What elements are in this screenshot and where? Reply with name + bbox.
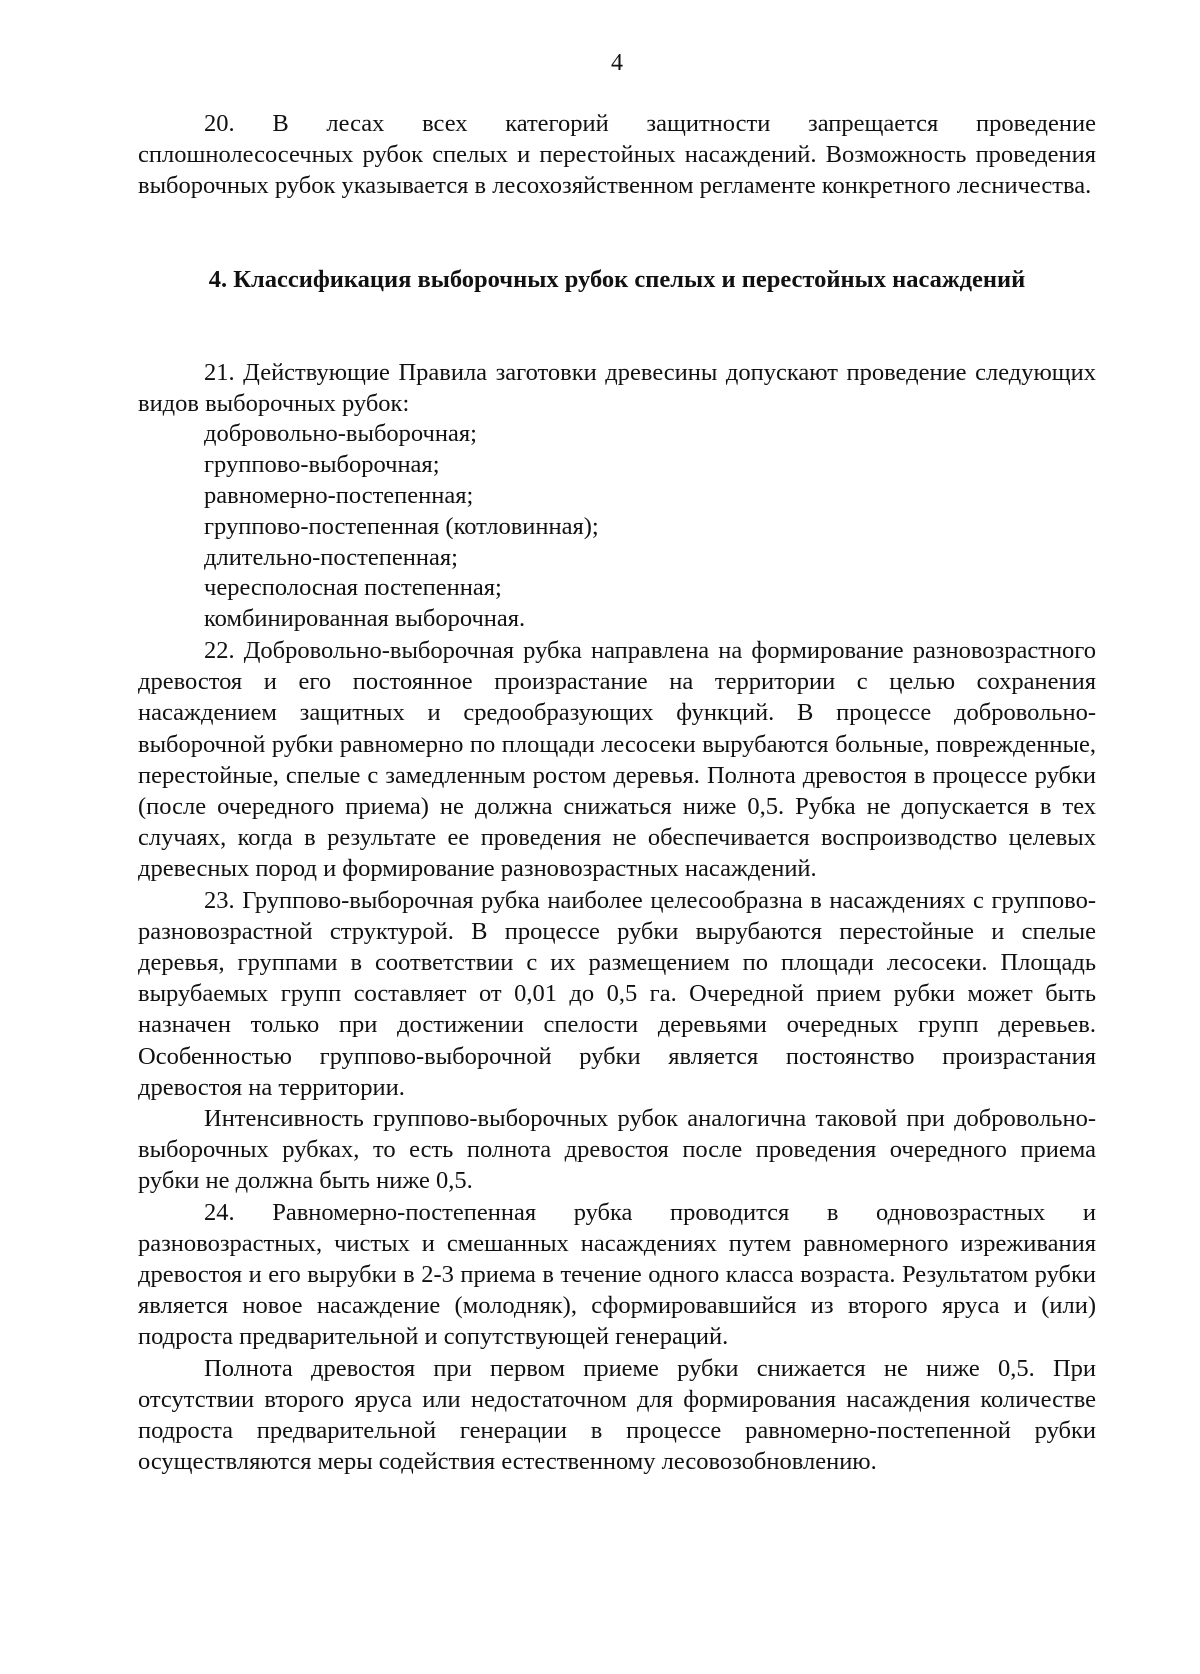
section-heading-block xyxy=(138,264,1096,295)
list-item: комбинированная выборочная. xyxy=(204,605,526,633)
page-number: 4 xyxy=(611,50,623,76)
paragraph-21: 21. Действующие Правила заготовки древесины допускают проведение следующих видов выборочных рубок: xyxy=(138,359,1096,418)
paragraph-24-continued: Полнота древостоя при первом приеме рубки снижается не ниже 0,5. При отсутствии второго яруса или недостаточном для формирования насаждения количестве подроста предварительной генерации в процессе равномерно-постепенной рубки осуществляются меры содействия естественному лесовозобновлению. xyxy=(138,1354,1096,1476)
body-block xyxy=(138,357,1096,1477)
cutting-types-list xyxy=(138,419,1096,635)
list-item: чересполосная постепенная; xyxy=(204,574,502,602)
intro-block xyxy=(138,108,1096,202)
list-item: длительно-постепенная; xyxy=(204,543,458,571)
paragraph-22: 22. Добровольно-выборочная рубка направлена на формирование разновозрастного древостоя и его постоянное произрастание на территории с целью сохранения насаждением защитных и средообразующих функций. В процессе добровольно-выборочной рубки равномерно по площади лесосеки вырубаются больные, поврежденные, перестойные, спелые с замедленным ростом деревья. Полнота древостоя в процессе рубки (после очередного приема) не должна снижаться ниже 0,5. Рубка не допускается в тех случаях, когда в результате ее проведения не обеспечивается воспроизводство целевых древесных пород и формирование разновозрастных насаждений. xyxy=(138,636,1096,883)
paragraph-24: 24. Равномерно-постепенная рубка проводится в одновозрастных и разновозрастных, чистых и смешанных насаждениях путем равномерного изреживания древостоя и его вырубки в 2-3 приема в течение одного класса возраста. Результатом рубки является новое насаждение (молодняк), сформировавшийся из второго яруса и (или) подроста предварительной и сопутствующей генераций. xyxy=(138,1198,1096,1351)
list-item: добровольно-выборочная; xyxy=(204,420,477,448)
section-heading: 4. Классификация выборочных рубок спелых и перестойных насаждений xyxy=(208,266,1026,293)
paragraph-23-continued: Интенсивность группово-выборочных рубок аналогична таковой при добровольно-выборочных рубках, то есть полнота древостоя после проведения очередного приема рубки не должна быть ниже 0,5. xyxy=(138,1105,1096,1195)
paragraph-20: 20. В лесах всех категорий защитности запрещается проведение сплошнолесосечных рубок спелых и перестойных насаждений. Возможность проведения выборочных рубок указывается в лесохозяйственном регламенте конкретного лесничества. xyxy=(138,110,1096,200)
paragraph-23: 23. Группово-выборочная рубка наиболее целесообразна в насаждениях с группово-разновозрастной структурой. В процессе рубки вырубаются перестойные и спелые деревья, группами в соответствии с их размещением по площади лесосеки. Площадь вырубаемых групп составляет от 0,01 до 0,5 га. Очередной прием рубки может быть назначен только при достижении спелости деревьями очередных групп деревьев. Особенностью группово-выборочной рубки является постоянство произрастания древостоя на территории. xyxy=(138,886,1096,1101)
list-item: равномерно-постепенная; xyxy=(204,482,474,509)
list-item: группово-выборочная; xyxy=(204,451,440,479)
list-item: группово-постепенная (котловинная); xyxy=(204,512,599,540)
